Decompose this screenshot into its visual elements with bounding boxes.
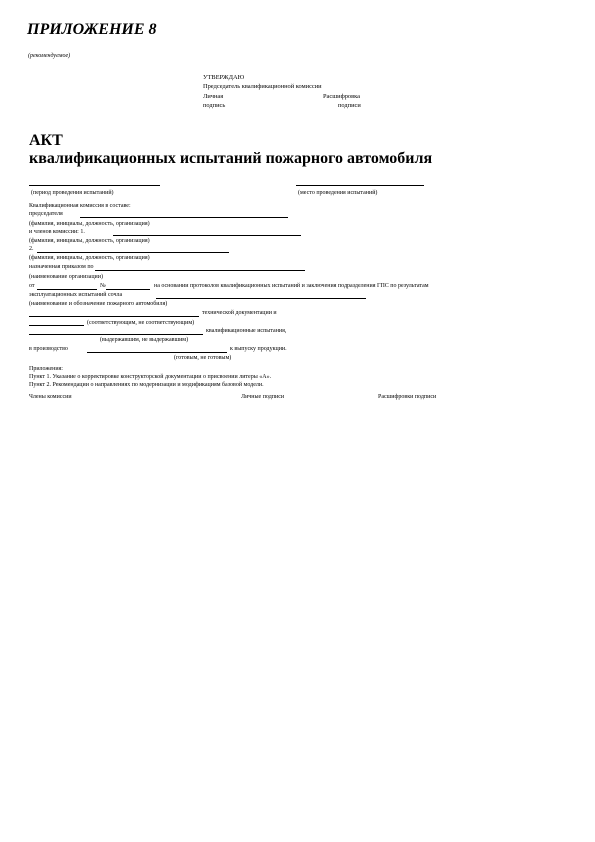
fio-caption-3: (фамилия, инициалы, должность, организация) (29, 255, 150, 261)
place-line (296, 185, 424, 186)
signatures-decoding: Расшифровки подписи (378, 394, 437, 400)
inprod-label: в производство (29, 346, 68, 352)
member-2-line (37, 252, 229, 253)
matches-caption: (соответствующим, не соответствующим) (87, 320, 195, 326)
fio-caption-1: (фамилия, инициалы, должность, организация) (29, 221, 150, 227)
approval-decoding: Расшифровка (323, 93, 360, 100)
act-title: АКТ (29, 132, 63, 149)
matches-line (29, 325, 84, 326)
results-label: эксплуатационных испытаний сочла (29, 292, 123, 298)
appendix-item-2: Пункт 2. Рекомендации о направлениях по модернизации и модификациям базовой модели. (29, 382, 264, 388)
approval-chairman: Председатель квалификационной комиссии (203, 83, 322, 90)
act-subtitle: квалификационных испытаний пожарного автомобиля (29, 150, 433, 167)
ready-caption: (готовым, не готовым) (174, 355, 232, 361)
signatures-personal: Личные подписи (241, 394, 285, 400)
members-label: и членов комиссии: 1. (29, 229, 85, 235)
date-line (37, 289, 97, 290)
basis-text: на основании протоколов квалификационных испытаний и заключения подразделения ГПС по результатам (154, 283, 429, 289)
commission-label: Квалификационная комиссия в составе: (29, 203, 131, 209)
from-label: от (29, 283, 35, 289)
period-line (29, 185, 160, 186)
passed-line (29, 334, 203, 335)
held-caption: (выдержавшим, не выдержавшим) (100, 337, 189, 343)
chair-label: председателя (29, 211, 63, 217)
approval-personal: Личная (203, 93, 224, 100)
member-1-line (113, 235, 301, 236)
inprod-line (87, 352, 227, 353)
number-line (106, 289, 150, 290)
passed-label: квалификационные испытания, (206, 328, 287, 334)
release-label: к выпуску продукции. (230, 346, 287, 352)
approval-signature-decoding: подписи (338, 102, 361, 109)
org-caption: (наименование организации) (29, 274, 103, 280)
member-2-number: 2. (29, 246, 34, 252)
results-line (156, 298, 366, 299)
techdoc-line (29, 316, 199, 317)
approval-word: УТВЕРЖДАЮ (203, 74, 245, 81)
chair-line (80, 217, 288, 218)
approval-signature: подпись (203, 102, 226, 109)
place-caption: (место проведения испытаний) (298, 190, 378, 196)
auto-caption: (наименование и обозначение пожарного автомобиля) (29, 301, 168, 307)
appendices-label: Приложения: (29, 366, 63, 372)
techdoc-label: технической документации и (202, 310, 277, 316)
appendix-heading: ПРИЛОЖЕНИЕ 8 (27, 21, 157, 38)
appendix-note: (рекомендуемое) (28, 53, 71, 59)
number-label: № (100, 283, 106, 289)
signatures-members: Члены комиссии (29, 394, 72, 400)
appointed-label: назначенная приказом по (29, 264, 94, 270)
appointed-line (95, 270, 305, 271)
fio-caption-2: (фамилия, инициалы, должность, организация) (29, 238, 150, 244)
appendix-item-1: Пункт 1. Указание о корректировке конструкторской документации о присвоении литеры «А». (29, 374, 272, 380)
period-caption: (период проведения испытаний) (31, 190, 114, 196)
